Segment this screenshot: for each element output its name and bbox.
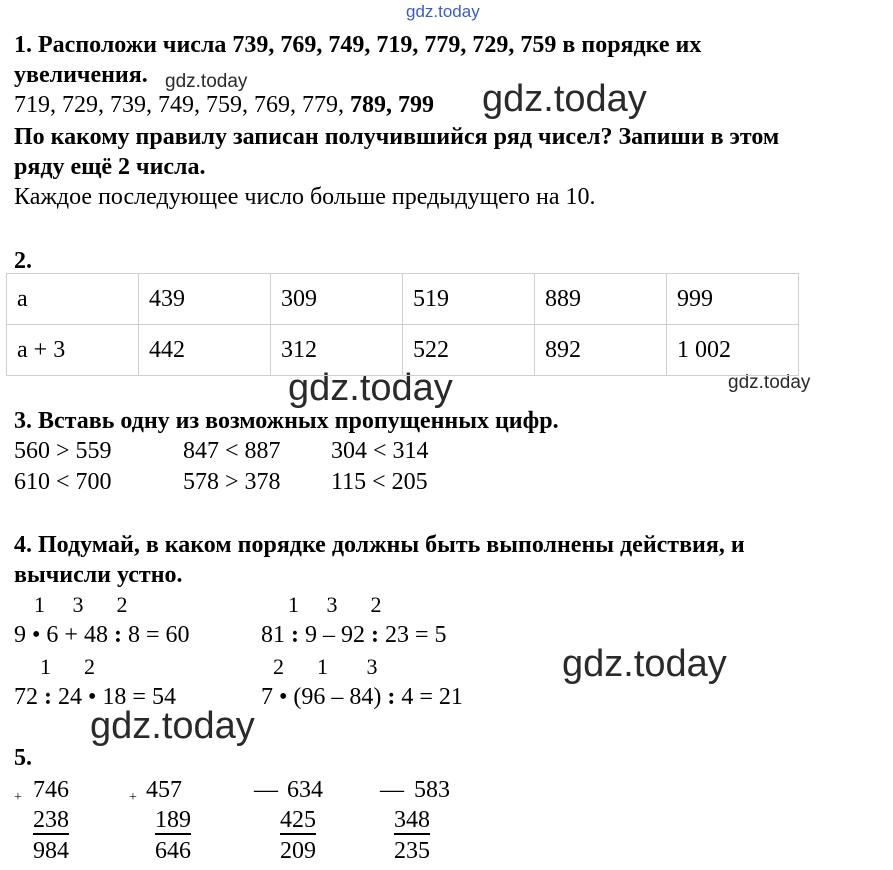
table-cell: 522 <box>403 325 535 376</box>
column-top: 583 <box>414 777 450 803</box>
task5-title: 5. <box>14 745 32 771</box>
task3-r2c1: 610 < 700 <box>14 469 112 495</box>
multiply-sign: • <box>88 684 97 710</box>
task4-title-line1: 4. Подумай, в каком порядке должны быть выполнены действия, и <box>14 532 745 558</box>
table-cell: 1 002 <box>667 325 799 376</box>
table-row <box>7 325 799 376</box>
task1-answer-plain: 719, 729, 739, 749, 759, 769, 779, <box>14 92 344 118</box>
table-cell: 892 <box>535 325 667 376</box>
expr-part: 23 = 5 <box>379 622 447 648</box>
table-cell: 442 <box>139 325 271 376</box>
expr-part: 72 <box>14 684 44 710</box>
task3-r1c3: 304 < 314 <box>331 438 429 464</box>
column-result: 984 <box>33 838 69 864</box>
column-top: 457 <box>146 777 182 803</box>
watermark-small-1: gdz.today <box>165 71 248 92</box>
column-mid <box>33 807 69 835</box>
task3-r1c2: 847 < 887 <box>183 438 281 464</box>
column-top: 634 <box>287 777 323 803</box>
table-cell: 309 <box>271 274 403 325</box>
multiply-sign: • <box>279 684 288 710</box>
column-sign: — <box>254 777 278 803</box>
watermark-top: gdz.today <box>406 2 480 21</box>
table-cell: 439 <box>139 274 271 325</box>
column-result: 209 <box>280 838 316 864</box>
table-row <box>7 274 799 325</box>
task4-expr4 <box>261 684 463 711</box>
column-result: 646 <box>155 838 191 864</box>
table-cell: 312 <box>271 325 403 376</box>
watermark-large-2: gdz.today <box>288 367 453 409</box>
expr-part: 7 <box>261 684 279 710</box>
task1-question-line1: 1. Расположи числа 739, 769, 749, 719, 779, 729, 759 в порядке их <box>14 32 702 58</box>
column-sign: + <box>14 790 22 805</box>
task1-question2-line1: По какому правилу записан получившийся ряд чисел? Запиши в этом <box>14 124 780 150</box>
divide-sign: : <box>387 684 396 710</box>
task1-question-line2: увеличения. <box>14 62 148 88</box>
expr-part: 9 <box>14 622 32 648</box>
expr-part: 6 + 48 <box>40 622 114 648</box>
divide-sign: : <box>113 622 122 648</box>
task2-table <box>6 273 799 376</box>
task3-r2c2: 578 > 378 <box>183 469 281 495</box>
column-mid <box>394 807 430 835</box>
divide-sign: : <box>44 684 52 710</box>
divide-sign: : <box>371 622 379 648</box>
task2-title: 2. <box>14 248 32 274</box>
task1-question2-line2: ряду ещё 2 числа. <box>14 154 206 180</box>
expr-part: 81 <box>261 622 291 648</box>
column-sign: — <box>380 777 404 803</box>
table-cell: а <box>7 274 139 325</box>
column-mid-value: 189 <box>155 807 191 833</box>
table-cell: 999 <box>667 274 799 325</box>
task4-expr1-order: 1 3 2 <box>34 592 128 617</box>
column-mid-value: 238 <box>33 807 69 833</box>
task3-title: 3. Вставь одну из возможных пропущенных цифр. <box>14 408 559 434</box>
task4-expr2-order: 1 3 2 <box>288 592 382 617</box>
expr-part: 8 = 60 <box>121 622 190 648</box>
column-mid <box>280 807 316 835</box>
watermark-large-1: gdz.today <box>482 78 647 120</box>
column-result: 235 <box>394 838 430 864</box>
task1-answer-bold: 789, 799 <box>350 92 434 118</box>
expr-part: 4 = 21 <box>395 684 463 710</box>
expr-part: 24 <box>52 684 88 710</box>
task4-expr3-order: 1 2 <box>40 654 95 679</box>
column-top: 746 <box>33 777 69 803</box>
task3-r2c3: 115 < 205 <box>331 469 428 495</box>
column-mid <box>155 807 191 835</box>
table-cell: а + 3 <box>7 325 139 376</box>
task4-expr3 <box>14 684 176 711</box>
watermark-large-4: gdz.today <box>90 705 255 747</box>
multiply-sign: • <box>32 622 41 648</box>
table-cell: 889 <box>535 274 667 325</box>
task4-expr2 <box>261 622 447 649</box>
watermark-small-2: gdz.today <box>728 372 811 393</box>
task4-expr1 <box>14 622 190 649</box>
task3-r1c1: 560 > 559 <box>14 438 112 464</box>
column-mid-value: 348 <box>394 807 430 833</box>
expr-part: 9 – 92 <box>299 622 371 648</box>
task1-answer <box>14 92 434 119</box>
column-sign: + <box>129 790 137 805</box>
expr-part: (96 – 84) <box>287 684 388 710</box>
divide-sign: : <box>291 622 299 648</box>
table-cell: 519 <box>403 274 535 325</box>
task1-answer2: Каждое последующее число больше предыдущего на 10. <box>14 184 596 210</box>
expr-part: 18 = 54 <box>96 684 176 710</box>
watermark-large-3: gdz.today <box>562 643 727 685</box>
task4-expr4-order: 2 1 3 <box>273 654 378 679</box>
column-mid-value: 425 <box>280 807 316 833</box>
task4-title-line2: вычисли устно. <box>14 562 183 588</box>
